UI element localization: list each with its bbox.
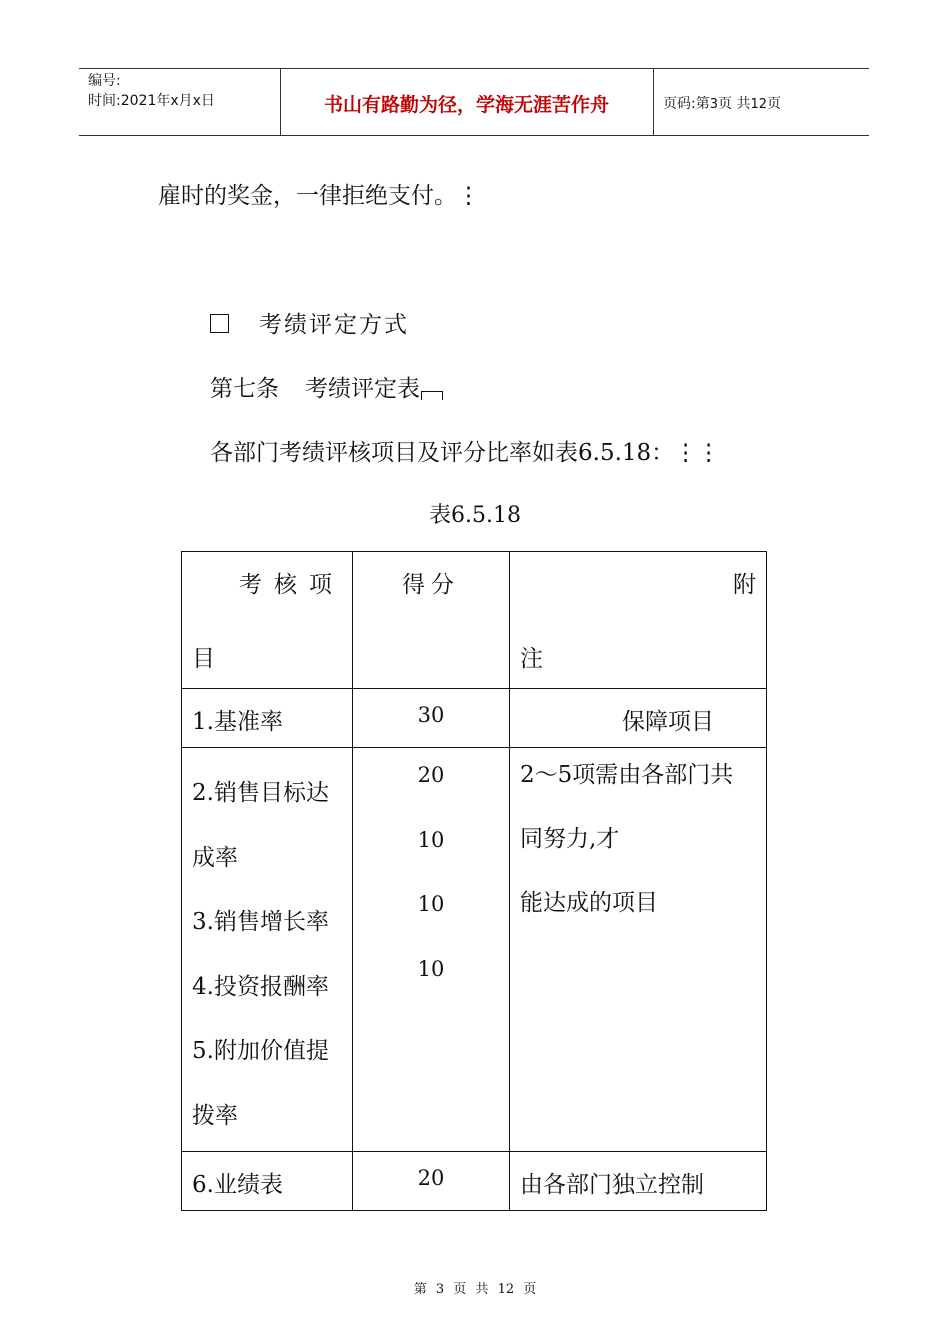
header-separator bbox=[653, 68, 654, 135]
item-cell: 1.基准率 bbox=[182, 689, 353, 748]
header-cell-item: 考核项 目 bbox=[182, 552, 353, 689]
body-line: 雇时的奖金，一律拒绝支付。⋮ bbox=[158, 183, 480, 209]
table-caption: 表6.5.18 bbox=[429, 503, 521, 528]
note-cell: 保障项目 bbox=[510, 689, 767, 748]
header-cell-score: 得分 bbox=[353, 552, 510, 689]
header-page-info bbox=[663, 93, 781, 113]
note-cell: 2～5项需由各部门共 同努力,才 能达成的项目 bbox=[510, 748, 767, 1152]
page-mid: 页 共 bbox=[718, 96, 751, 112]
page-prefix: 页码:第 bbox=[663, 96, 710, 112]
intro-paragraph: 各部门考绩评核项目及评分比率如表6.5.18：⋮⋮ bbox=[210, 440, 721, 466]
section-title: 考绩评定方式 bbox=[259, 312, 409, 338]
page-suffix: 页 bbox=[767, 96, 781, 112]
item-cell: 6.业绩表 bbox=[182, 1152, 353, 1211]
header-top-rule bbox=[79, 68, 869, 69]
score-cell: 20 bbox=[353, 1152, 510, 1211]
score-cell: 20 10 10 10 bbox=[353, 748, 510, 1152]
header-motto: 书山有路勤为径，学海无涯苦作舟 bbox=[323, 94, 609, 116]
section-heading bbox=[210, 306, 409, 339]
note-cell: 由各部门独立控制 bbox=[510, 1152, 767, 1211]
item-cell: 2.销售目标达 成率 3.销售增长率 4.投资报酬率 5.附加价值提 拨率 bbox=[182, 748, 353, 1152]
table-row bbox=[182, 748, 767, 1152]
score-cell: 30 bbox=[353, 689, 510, 748]
table-header-row bbox=[182, 552, 767, 689]
table-row bbox=[182, 689, 767, 748]
bracket-mark-icon bbox=[421, 391, 443, 400]
page-total: 12 bbox=[750, 97, 767, 112]
article-label: 第七条 bbox=[210, 376, 279, 402]
header-cell-note: 附 注 bbox=[510, 552, 767, 689]
checkbox-square-icon bbox=[210, 314, 229, 333]
header-bottom-rule bbox=[79, 135, 869, 136]
table-row bbox=[182, 1152, 767, 1211]
article-title: 考绩评定表 bbox=[305, 376, 420, 402]
date-label: 时间:2021年x月x日 bbox=[88, 93, 215, 109]
evaluation-table bbox=[181, 551, 767, 1211]
serial-label: 编号: bbox=[88, 73, 121, 89]
page-footer: 第 3 页 共 12 页 bbox=[413, 1282, 537, 1297]
header-meta bbox=[88, 71, 215, 111]
article-heading bbox=[210, 370, 443, 403]
page-current: 3 bbox=[709, 97, 718, 112]
